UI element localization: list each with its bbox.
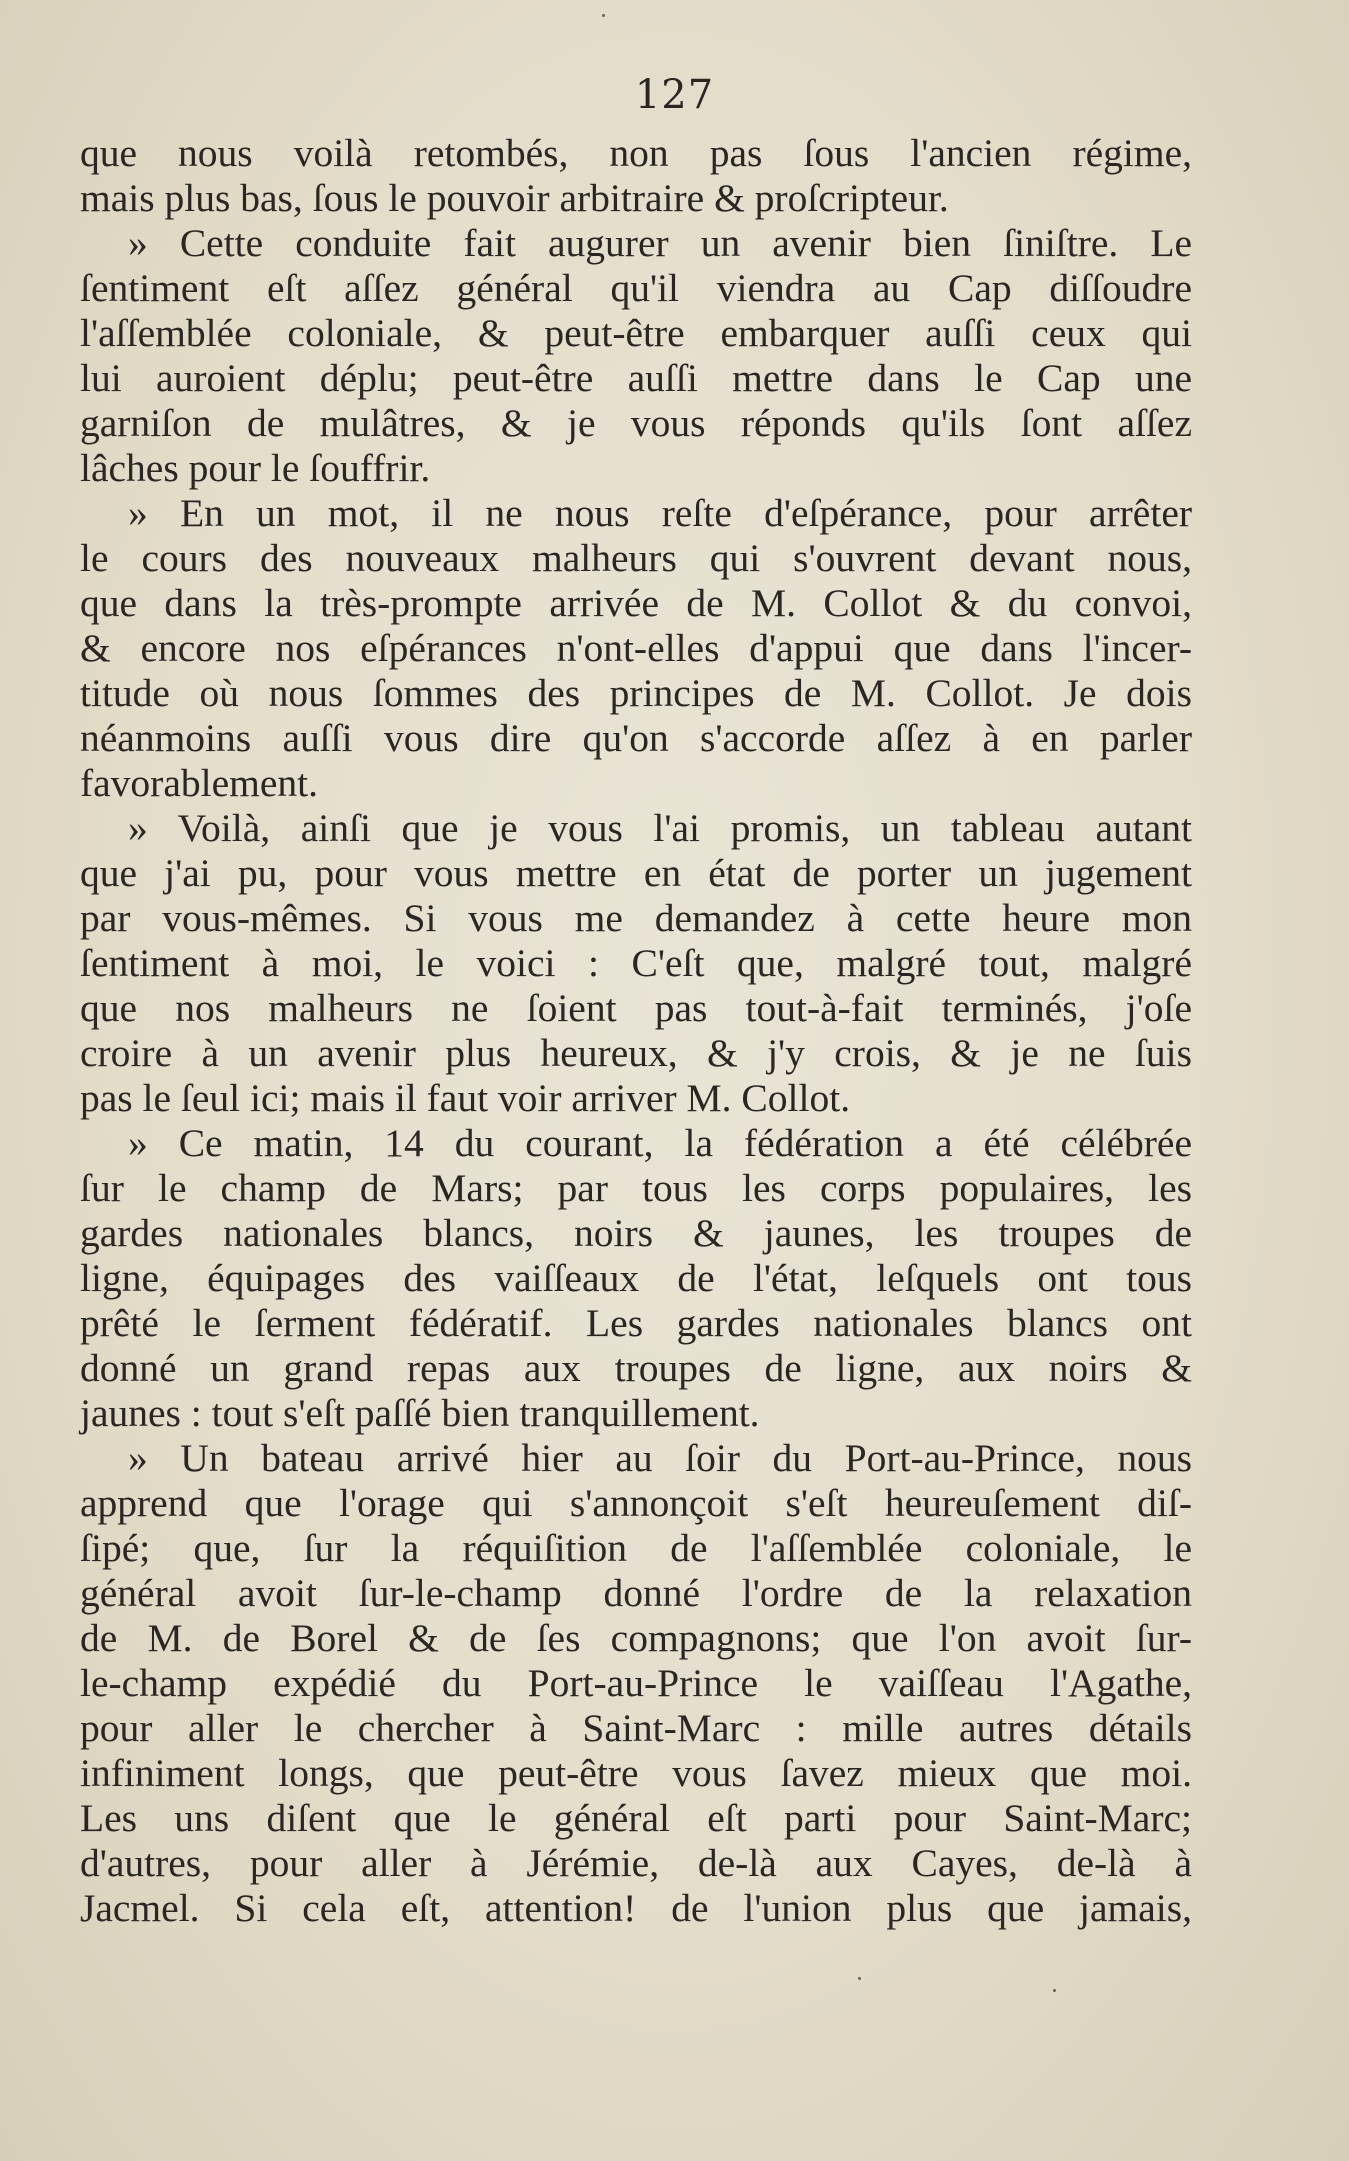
text-line: que nos malheurs ne ſoient pas tout-à-fait terminés, j'oſe [80,986,1192,1030]
text-line: garniſon de mulâtres, & je vous réponds qu'ils ſont aſſez [80,401,1192,445]
text-line: donné un grand repas aux troupes de ligne, aux noirs & [80,1346,1192,1390]
text-line: favorablement. [80,761,318,805]
text-line: » En un mot, il ne nous reſte d'eſpérance, pour arrêter [128,491,1192,535]
text-line: ſentiment à moi, le voici : C'eſt que, malgré tout, malgré [80,941,1192,985]
text-line: » Voilà, ainſi que je vous l'ai promis, un tableau autant [128,806,1192,850]
paper-speck [1053,1989,1056,1992]
text-line: prêté le ſerment fédératif. Les gardes nationales blancs ont [80,1301,1192,1345]
text-line: titude où nous ſommes des principes de M. Collot. Je dois [80,671,1192,715]
text-line: néanmoins auſſi vous dire qu'on s'accorde aſſez à en parler [80,716,1192,760]
text-line: pas le ſeul ici; mais il faut voir arriver M. Collot. [80,1076,851,1120]
body-text [80,131,1192,1931]
text-line: mais plus bas, ſous le pouvoir arbitraire & proſcripteur. [80,176,949,220]
text-line: l'aſſemblée coloniale, & peut-être embarquer auſſi ceux qui [80,311,1192,355]
page-number: 127 [634,72,715,118]
text-line: apprend que l'orage qui s'annonçoit s'eſt heureuſement diſ- [80,1481,1192,1525]
text-line: que nous voilà retombés, non pas ſous l'ancien régime, [80,131,1192,175]
text-line: gardes nationales blancs, noirs & jaunes, les troupes de [80,1211,1192,1255]
text-line: ſur le champ de Mars; par tous les corps populaires, les [80,1166,1192,1210]
text-line: que dans la très-prompte arrivée de M. Collot & du convoi, [80,581,1192,625]
text-line: le-champ expédié du Port-au-Prince le vaiſſeau l'Agathe, [80,1661,1192,1705]
text-line: & encore nos eſpérances n'ont-elles d'appui que dans l'incer- [80,626,1192,670]
text-line: » Un bateau arrivé hier au ſoir du Port-au-Prince, nous [128,1436,1192,1480]
text-line: par vous-mêmes. Si vous me demandez à cette heure mon [80,896,1192,940]
text-line: Les uns diſent que le général eſt parti pour Saint-Marc; [80,1796,1192,1840]
text-line: » Cette conduite fait augurer un avenir bien ſiniſtre. Le [128,221,1192,265]
text-line: croire à un avenir plus heureux, & j'y crois, & je ne ſuis [80,1031,1192,1075]
paper-speck [602,14,605,17]
text-line: infiniment longs, que peut-être vous ſavez mieux que moi. [80,1751,1192,1795]
text-line: jaunes : tout s'eſt paſſé bien tranquillement. [80,1391,760,1435]
text-line: que j'ai pu, pour vous mettre en état de porter un jugement [80,851,1192,895]
text-line: général avoit ſur-le-champ donné l'ordre de la relaxation [80,1571,1192,1615]
text-line: ſipé; que, ſur la réquiſition de l'aſſemblée coloniale, le [80,1526,1192,1570]
text-line: le cours des nouveaux malheurs qui s'ouvrent devant nous, [80,536,1192,580]
text-line: ſentiment eſt aſſez général qu'il viendra au Cap diſſoudre [80,266,1192,310]
text-line: lâches pour le ſouffrir. [80,446,431,490]
text-line: » Ce matin, 14 du courant, la fédération a été célébrée [128,1121,1192,1165]
text-line: de M. de Borel & de ſes compagnons; que l'on avoit ſur- [80,1616,1192,1660]
text-line: Jacmel. Si cela eſt, attention! de l'union plus que jamais, [80,1886,1192,1930]
text-line: d'autres, pour aller à Jérémie, de-là aux Cayes, de-là à [80,1841,1192,1885]
text-line: pour aller le chercher à Saint-Marc : mille autres détails [80,1706,1192,1750]
text-line: lui auroient déplu; peut-être auſſi mettre dans le Cap une [80,356,1192,400]
paper-speck [858,1977,861,1980]
text-line: ligne, équipages des vaiſſeaux de l'état, leſquels ont tous [80,1256,1192,1300]
